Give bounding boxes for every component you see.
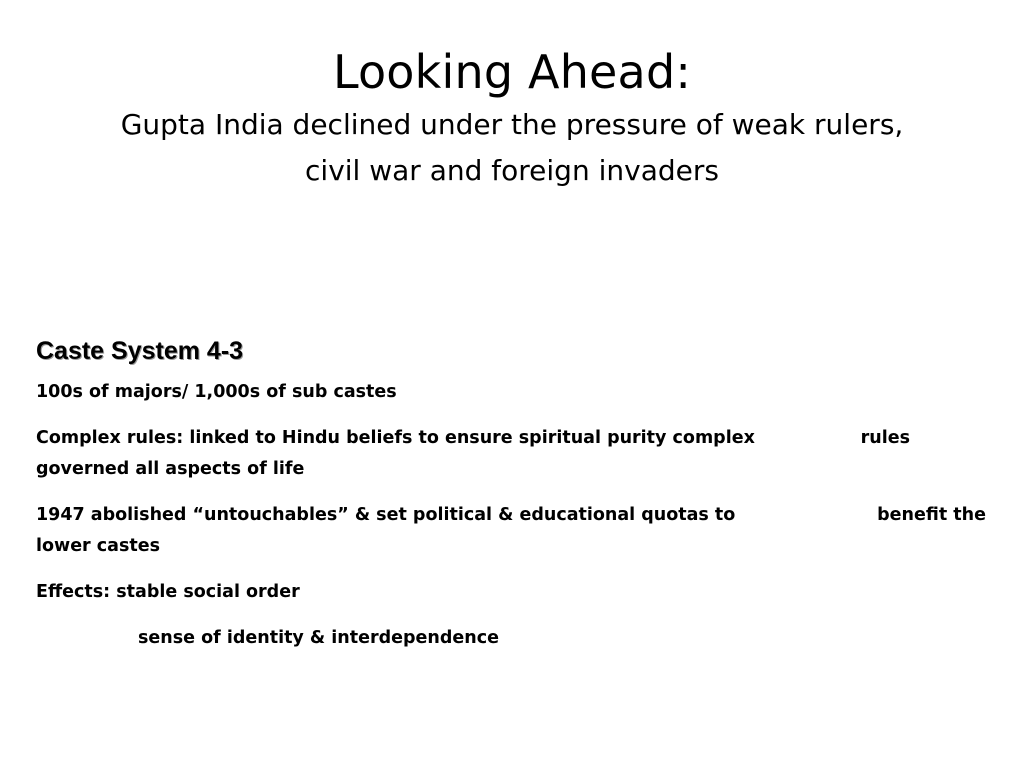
section-heading: Caste System 4-3 <box>36 337 244 365</box>
slide-subtitle-line-1: Gupta India declined under the pressure of weak rulers, <box>120 108 904 141</box>
body-paragraph-castes <box>36 377 986 408</box>
paragraph-text: Effects: stable social order <box>36 582 300 602</box>
body-paragraph-complex-rules <box>36 423 986 485</box>
paragraph-text: Complex rules: linked to Hindu beliefs to ensure spiritual purity complex <box>36 428 755 448</box>
paragraph-line: lower castes <box>36 536 161 556</box>
body-paragraph-1947 <box>36 500 986 562</box>
paragraph-line <box>36 423 986 454</box>
paragraph-text: benefit the <box>877 505 986 525</box>
slide-subtitle-line-2: civil war and foreign invaders <box>305 154 719 187</box>
paragraph-text: rules <box>860 428 910 448</box>
paragraph-text: 100s of majors/ 1,000s of sub castes <box>36 382 397 402</box>
paragraph-text: sense of identity & interdependence <box>138 628 499 648</box>
paragraph-line <box>36 500 986 531</box>
slide-title: Looking Ahead: <box>332 45 692 99</box>
paragraph-line: governed all aspects of life <box>36 459 305 479</box>
body-paragraph-effects <box>36 577 986 608</box>
slide-title-block <box>40 42 984 194</box>
slide-body <box>36 333 986 669</box>
paragraph-text: 1947 abolished “untouchables” & set political & educational quotas to <box>36 505 736 525</box>
body-paragraph-effects-indented <box>36 623 986 654</box>
